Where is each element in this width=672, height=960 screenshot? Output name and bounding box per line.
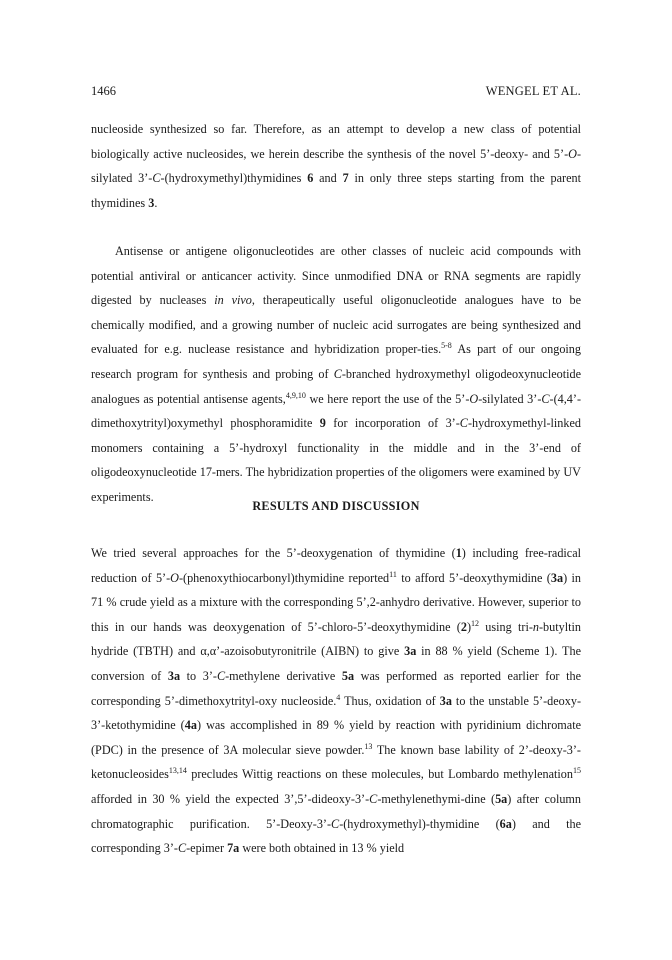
paragraph-antisense [91, 239, 581, 510]
compound-number: 7a [227, 841, 240, 856]
compound-number: 7 [342, 171, 349, 186]
text-run: We tried several approaches for the 5’-deoxygenation of thymidine ( [91, 546, 456, 560]
italic-text: in vivo [214, 293, 252, 308]
citation-superscript: 5-8 [441, 341, 452, 351]
italic-text: C [331, 816, 340, 831]
text-run: . [154, 195, 158, 210]
text-run: Antisense or antigene oligonucleotides are other classes of nucleic acid compounds with potential antiviral or anticancer activity. Since unmodified DNA or RNA segments are rapidly digested by nucleases [91, 244, 581, 308]
text-run: -methylenethymi-dine ( [377, 791, 496, 806]
text-run: to 3’- [180, 668, 217, 683]
text-run: -silylated 3’- [478, 391, 542, 406]
text-run: -silylated 3’- [91, 146, 581, 186]
running-head [91, 84, 581, 102]
italic-text: C [152, 171, 161, 186]
text-run: in 88 % yield (Scheme 1). The conversion of [91, 644, 581, 683]
compound-number: 6 [307, 171, 314, 186]
text-run: -butyltin hydride (TBTH) and α,α’-azoisobutyronitrile (AIBN) to give [91, 619, 581, 659]
italic-text: C [541, 391, 550, 406]
text-run: Thus, oxidation of [340, 693, 440, 708]
italic-text: O [170, 570, 179, 585]
text-run: ) after column chromatographic purification. 5’-Deoxy-3’- [91, 791, 581, 831]
citation-superscript: 15 [573, 766, 581, 776]
text-run: afforded in 30 % yield the expected 3’,5’-dideoxy-3’- [91, 791, 370, 806]
text-run: for incorporation of 3’- [325, 416, 460, 431]
text-run: -(phenoxythiocarbonyl)thymidine reported [178, 570, 390, 585]
text-run: -(hydroxymethyl)-thymidine ( [339, 816, 500, 831]
compound-number: 3a [439, 693, 452, 708]
compound-number: 3 [148, 195, 155, 210]
text-run: ) and the corresponding 3’- [91, 816, 581, 856]
text-run: -(4,4’-dimethoxytrityl)oxymethyl phosphoramidite [91, 391, 581, 431]
text-run: were both obtained in 13 % yield [239, 841, 405, 856]
citation-superscript: 4,9,10 [285, 390, 306, 400]
citation-superscript: 11 [389, 569, 397, 579]
text-run: -epimer [186, 841, 228, 856]
text-run: As part of our ongoing research program for synthesis and probing of [91, 342, 581, 381]
compound-number: 1 [455, 546, 462, 560]
compound-number: 5a [341, 668, 355, 683]
text-run: ) was accomplished in 89 % yield by reaction with pyridinium dichromate (PDC) in the presence of 3A molecular sieve powder. [91, 718, 581, 757]
text-run: to afford 5’-deoxythymidine ( [396, 570, 551, 585]
italic-text: C [333, 366, 342, 381]
text-run: nucleoside synthesized so far. Therefore, as an attempt to develop a new class of potential biologically active nucleosides, we herein describe the synthesis of the novel 5’-deoxy- and 5’- [91, 122, 581, 161]
text-run: -branched hydroxymethyl oligodeoxynucleotide analogues as potential antisense agents, [91, 366, 581, 406]
text-run: -hydroxymethyl-linked monomers containing a 5’-hydroxyl functionality in the middle and in the 3’-end of oligodeoxynucleotide 17-mers. The hybridization properties of the oligomers were examined by UV experiments. [91, 416, 581, 504]
compound-number: 9 [319, 416, 326, 431]
compound-number: 2 [460, 619, 467, 634]
text-run: in only three steps starting from the parent thymidines [91, 171, 581, 210]
article-page [91, 0, 581, 960]
text-run: ) [466, 619, 472, 634]
page-number: 1466 [91, 84, 116, 98]
italic-text: C [177, 841, 187, 856]
italic-text: C [369, 791, 378, 806]
text-run: ) in 71 % crude yield as a mixture with the corresponding 5’,2-anhydro derivative. However, superior to this in our hands was deoxygenation of 5’-chloro-5’-deoxythymidine ( [91, 570, 581, 634]
citation-superscript: 4 [336, 692, 341, 702]
text-run: ) including free-radical reduction of 5’- [91, 546, 581, 585]
section-heading-results: RESULTS AND DISCUSSION [252, 499, 420, 513]
text-run: and [313, 171, 343, 186]
italic-text: O [469, 391, 479, 406]
citation-superscript: 13,14 [168, 766, 187, 776]
italic-text: n [532, 619, 539, 634]
paragraph-results [91, 541, 581, 861]
compound-number: 5a [495, 791, 508, 806]
compound-number: 6a [499, 816, 512, 831]
text-run: -(hydroxymethyl)thymidines [160, 171, 308, 186]
compound-number: 3a [404, 644, 417, 659]
text-run: to the unstable 5’-deoxy-3’-ketothymidine ( [91, 693, 582, 733]
text-run: was performed as reported earlier for the corresponding 5’-dimethoxytrityl-oxy nucleoside. [91, 668, 581, 708]
text-run: using tri- [479, 619, 533, 634]
italic-text: O [568, 146, 577, 161]
compound-number: 3a [167, 668, 181, 683]
compound-number: 3a [550, 570, 564, 585]
italic-text: C [459, 416, 468, 431]
text-run: precludes Wittig reactions on these molecules, but Lombardo methylenation [186, 767, 573, 782]
text-run: -methylene derivative [225, 668, 342, 683]
text-run: The known base lability of 2’-deoxy-3’-ketonucleosides [91, 742, 581, 782]
text-run: , therapeutically useful oligonucleotide analogues have to be chemically modified, and a growing number of nucleic acid surrogates are being synthesized and evaluated for e.g. nuclease resistance and hybridization proper-ties. [91, 293, 582, 357]
compound-number: 4a [184, 718, 197, 733]
citation-superscript: 13 [364, 741, 373, 751]
running-title: WENGEL ET AL. [485, 84, 581, 98]
citation-superscript: 12 [471, 618, 480, 628]
text-run: we here report the use of the 5’- [305, 391, 470, 406]
italic-text: C [216, 668, 226, 683]
paragraph-intro-continued [91, 117, 581, 215]
